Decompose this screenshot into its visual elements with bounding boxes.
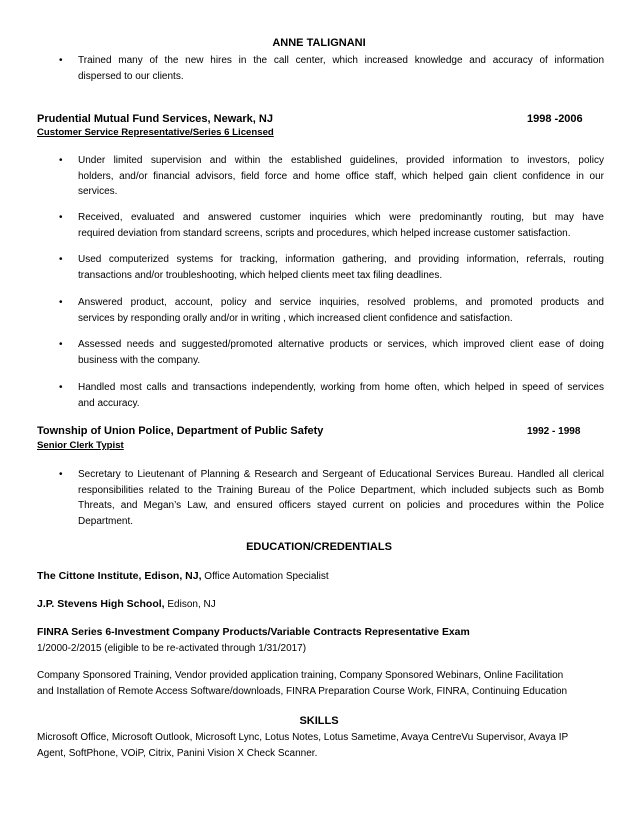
job-bullet bbox=[78, 380, 604, 411]
finra-dates-text: 1/2000-2/2015 (eligible to be re-activated through 1/31/2017) bbox=[37, 643, 307, 654]
job-bullet bbox=[78, 210, 604, 241]
bullet-line: Answered product, account, policy and service inquiries, resolved problems, and promoted products and bbox=[78, 297, 604, 308]
bullet-line: required deviation from standard screens, scripts and procedures, which helped increase customer satisfaction. bbox=[78, 227, 571, 239]
job-bullet bbox=[78, 337, 604, 368]
finra-dates bbox=[37, 641, 603, 657]
bullet-line: Threats, and Megan’s Law, and ensured officers stayed current on policies and procedures within the Police bbox=[78, 500, 604, 512]
education-detail: Edison, NJ bbox=[164, 599, 216, 610]
job-bullet bbox=[78, 153, 604, 200]
bullet-dot: • bbox=[59, 212, 63, 223]
bullet-dot: • bbox=[59, 55, 63, 66]
bullet-line: services. bbox=[78, 186, 118, 198]
job-title-prudential: Customer Service Representative/Series 6 Licensed bbox=[37, 127, 274, 138]
education-detail: Office Automation Specialist bbox=[201, 571, 329, 582]
employer-union-police: Township of Union Police, Department of Public Safety bbox=[37, 425, 324, 437]
bullet-dot: • bbox=[59, 155, 63, 166]
bullet-line: business with the company. bbox=[78, 354, 201, 366]
employment-years-union-police: 1992 - 1998 bbox=[527, 426, 581, 437]
skills-line: Microsoft Office, Microsoft Outlook, Microsoft Lync, Lotus Notes, Lotus Sametime, Avaya CentreVu Supervisor, Avaya IP bbox=[37, 732, 569, 743]
job-bullet bbox=[78, 252, 604, 283]
bullet-line: Used computerized systems for tracking, information gathering, and providing information, referrals, routing bbox=[78, 254, 604, 265]
bullet-dot: • bbox=[59, 254, 63, 265]
skills-line: Agent, SoftPhone, VOiP, Citrix, Panini Vision X Check Scanner. bbox=[37, 747, 318, 759]
candidate-name: ANNE TALIGNANI bbox=[272, 37, 366, 49]
bullet-dot: • bbox=[59, 469, 63, 480]
bullet-line: dispersed to our clients. bbox=[78, 70, 184, 82]
bullet-line: transactions and/or troubleshooting, which helped clients meet tax filing deadlines. bbox=[78, 269, 443, 281]
skills-heading: SKILLS bbox=[299, 715, 339, 727]
institution-name: J.P. Stevens High School, bbox=[37, 598, 165, 610]
job-title-union-police: Senior Clerk Typist bbox=[37, 440, 124, 451]
employment-years-prudential: 1998 -2006 bbox=[527, 113, 583, 125]
training-summary bbox=[37, 668, 603, 699]
job-bullet bbox=[78, 295, 604, 326]
bullet-dot: • bbox=[59, 382, 63, 393]
bullet-line: Under limited supervision and within the established guidelines, provided information to investors, policy bbox=[78, 155, 604, 166]
employer-prudential: Prudential Mutual Fund Services, Newark, NJ bbox=[37, 113, 273, 125]
bullet-dot: • bbox=[59, 339, 63, 350]
bullet-line: Department. bbox=[78, 515, 134, 527]
education-entry bbox=[37, 598, 216, 610]
bullet-line: services by responding orally and/or in writing , which increased client confidence and satisfaction. bbox=[78, 312, 513, 324]
bullet-line: and accuracy. bbox=[78, 397, 140, 409]
bullet-line: Assessed needs and suggested/promoted alternative products or services, which improved client ease of doing bbox=[78, 339, 604, 350]
skills-list bbox=[37, 730, 603, 761]
education-heading: EDUCATION/CREDENTIALS bbox=[246, 541, 392, 553]
intro-bullet-text bbox=[78, 53, 604, 84]
education-entry bbox=[37, 570, 329, 582]
bullet-line: holders, and/or financial advisors, field force and home office staff, which helped gain client confidence in our bbox=[78, 170, 604, 182]
institution-name: The Cittone Institute, Edison, NJ, bbox=[37, 570, 202, 582]
bullet-line: Received, evaluated and answered customer inquiries which were predominantly routing, but may have bbox=[78, 212, 604, 223]
bullet-line: Secretary to Lieutenant of Planning & Research and Sergeant of Educational Services Bureau. Handled all clerical bbox=[78, 469, 604, 480]
bullet-line: responsibilities related to the Training Bureau of the Police Department, which included subjects such as Bomb bbox=[78, 484, 604, 496]
job-bullet bbox=[78, 467, 604, 529]
finra-credential: FINRA Series 6-Investment Company Products/Variable Contracts Representative Exam bbox=[37, 627, 470, 638]
training-line: Company Sponsored Training, Vendor provided application training, Company Sponsored Webinars, Online Facilitation bbox=[37, 670, 564, 681]
bullet-line: Trained many of the new hires in the call center, which increased knowledge and accuracy of information bbox=[78, 55, 604, 66]
bullet-dot: • bbox=[59, 297, 63, 308]
training-line: and Installation of Remote Access Software/downloads, FINRA Preparation Course Work, FINRA, Continuing Education bbox=[37, 685, 568, 697]
bullet-line: Handled most calls and transactions independently, working from home often, which helped in speed of services bbox=[78, 382, 604, 393]
